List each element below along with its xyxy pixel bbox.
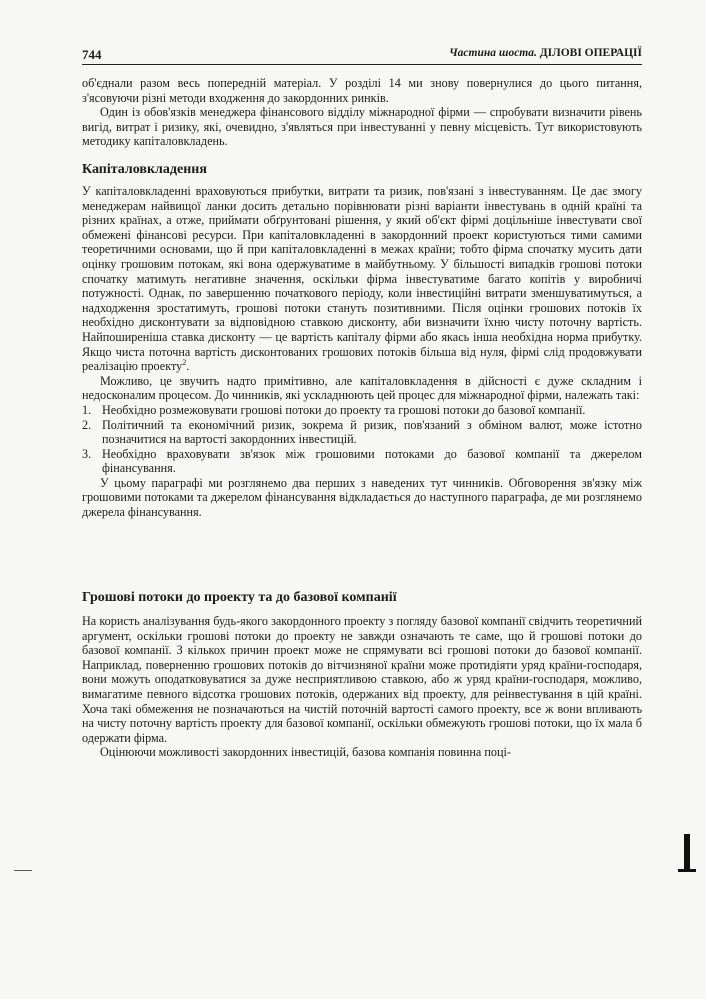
list-item [82,447,642,476]
factors-list [82,403,642,476]
running-title [449,47,642,59]
list-text: Необхідно розмежовувати грошові потоки до проекту та грошові потоки до базової компанії. [102,402,586,417]
section-heading-cash-flows: Грошові потоки до проекту та до базової компанії [82,590,397,605]
body-paragraph: На користь аналізування будь-якого закордонного проекту з погляду базової компанії свідчить теоретичний аргумент, оскільки грошові потоки до проекту не завжди означають те саме, що й грошові потоки до базової компанії. З кількох причин проект може не спрямувати всі грошові потоки до базової компанії. Наприклад, поверненню грошових потоків до вітчизняної країни може протидіяти уряд країни-господаря, вони можуть оподатковуватися за дуже несприятливою ставкою, або ж уряд країни-господаря, можливо, вимагатиме певного відсотка грошових потоків, одержаних від проекту, для реінвестування в цій країні. Хоча такі обмеження не позначаються на чистій поточній вартості самого проекту, все ж вони впливають на чисту поточну вартість проекту для базової компанії, оскільки обмежують грошові потоки, що їх мала б одержати фірма. [82,614,642,745]
list-number: 1. [82,402,92,417]
list-item [82,403,642,418]
intro-block [82,76,642,149]
part-label: Частина шоста. [449,47,537,59]
list-number: 2. [82,417,92,432]
running-header [82,46,642,65]
paragraph-end: . [186,359,190,374]
body-paragraph: У цьому параграфі ми розглянемо два перших з наведених тут чинників. Обговорення зв'язку між грошовими потоками та джерелом фінансування відкладається до наступного параграфа, де ми розглянемо джерела фінансування. [82,475,642,520]
section-label: ДІЛОВІ ОПЕРАЦІЇ [539,47,642,59]
page-number: 744 [82,47,102,62]
body-paragraph: Оцінюючи можливості закордонних інвестицій, базова компанія повинна поці- [100,745,511,760]
section-capital-investment-body [82,184,642,520]
body-paragraph [82,184,642,374]
list-number: 3. [82,446,92,461]
list-text: Політичний та економічний ризик, зокрема й ризик, пов'язаний з обміном валют, може істотно позначитися на вартості закордонних інвестицій. [102,417,642,447]
intro-paragraph-1: об'єднали разом весь попередній матеріал. У розділі 14 ми знову повернулися до цього питання, з'ясовуючи різні методи входження до закордонних ринків. [82,76,642,105]
paragraph-text: У капіталовкладенні враховуються прибутки, витрати та ризик, пов'язані з інвестуванням. Це дає змогу менеджерам найвищої ланки досить детально порівнювати різні варіанти інвестувань в одній країні та різних країнах, а отже, приймати обґрунтовані рішення, у який об'єкт фірмі доцільніше інвестувати свої обмежені фінансові ресурси. При капіталовкладенні в закордонний проект користуються тими самими теоретичними основами, що й при капіталовкладенні в межах країни; тобто фірма спочатку мусить дати оцінку грошовим потокам, які вона одержуватиме в майбутньому. У більшості випадків грошові потоки спочатку матимуть негативне значення, оскільки фірма інвестуватиме багато копітів у виробничі потужності. Однак, по завершенню початкового періоду, коли інвестиційні витрати зменшуватимуться, а надходження зростатимуть, грошові потоки стануть позитивними. Після оцінки грошових потоків їх необхідно дисконтувати за відповідною ставкою дисконту, аби визначити їхню чисту поточну вартість. Найпоширеніша ставка дисконту — це вартість капіталу фірми або якась інша необхідна норма прибутку. Якщо чиста поточна вартість дисконтованих грошових потоків більша від нуля, фірмі слід продовжувати реалізацію проекту [82,184,642,374]
intro-paragraph-2: Один із обов'язків менеджера фінансового відділу міжнародної фірми — спробувати визначити рівень вигід, витрат і ризику, які, очевидно, з'являться при інвестуванні у певну місцевість. Тут використовують методику капіталовкладень. [82,105,642,149]
scan-margin-mark [684,834,690,872]
list-item [82,418,642,447]
section-cash-flows-body [82,614,642,760]
footnote-marker: 2 [182,358,187,368]
section-heading-capital-investment: Капіталовкладення [82,162,207,177]
scan-margin-line [14,870,32,871]
list-text: Необхідно враховувати зв'язок між грошовими потоками до базової компанії та джерелом фінансування. [102,446,642,476]
body-paragraph: Можливо, це звучить надто примітивно, але капіталовкладення в дійсності є дуже складним і недосконалим процесом. До чинників, які ускладнюють цей процес для міжнародної фірми, належать такі: [82,373,642,403]
